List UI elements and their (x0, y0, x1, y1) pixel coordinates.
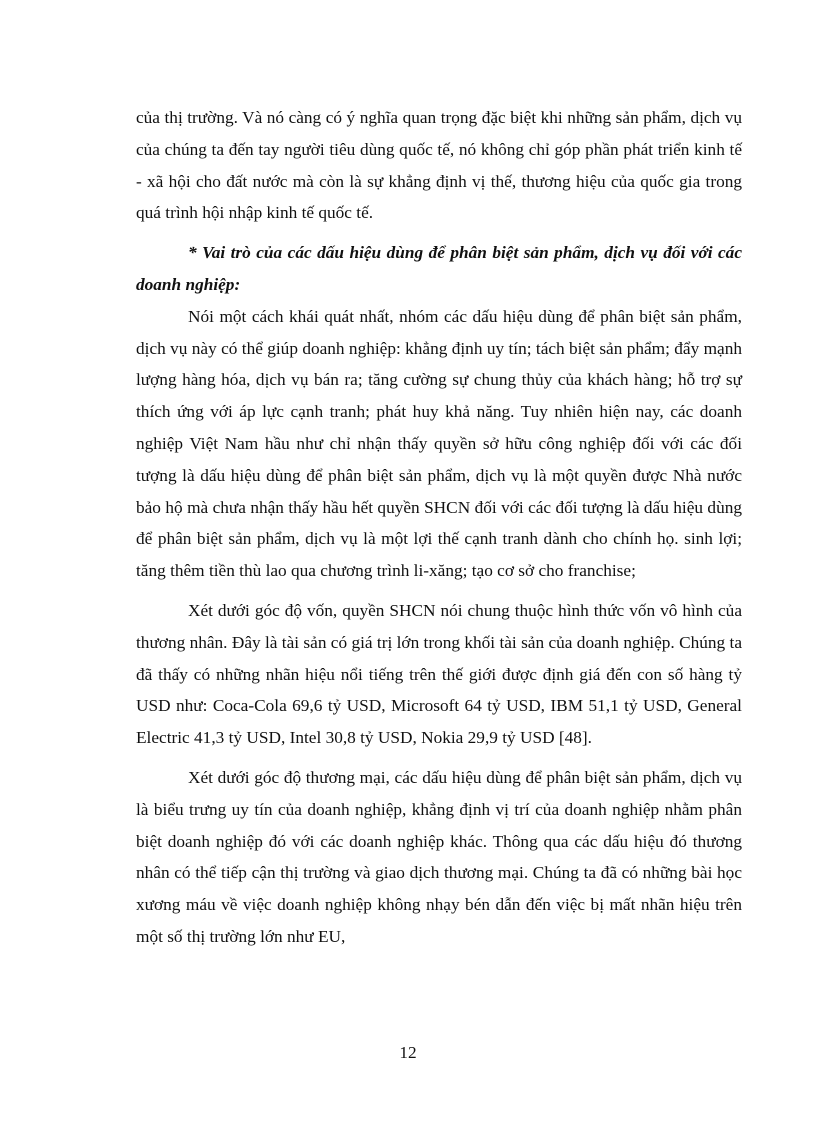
section-heading: * Vai trò của các dấu hiệu dùng để phân biệt sản phẩm, dịch vụ đối với các doanh nghiệp: (136, 243, 742, 294)
page-number: 12 (399, 1043, 417, 1062)
paragraph-overview: Nói một cách khái quát nhất, nhóm các dấu hiệu dùng để phân biệt sản phẩm, dịch vụ này có thể giúp doanh nghiệp: khẳng định uy tín; tách biệt sản phẩm; đẩy mạnh lượng hàng hóa, dịch vụ bán ra; tăng cường sự chung thủy của khách hàng; hỗ trợ sự thích ứng với áp lực cạnh tranh; phát huy khả năng. Tuy nhiên hiện nay, các doanh nghiệp Việt Nam hầu như chỉ nhận thấy quyền sở hữu công nghiệp đối với các đối tượng là dấu hiệu dùng để phân biệt sản phẩm, dịch vụ là một quyền được Nhà nước bảo hộ mà chưa nhận thấy hầu hết quyền SHCN đối với các đối tượng là dấu hiệu dùng để phân biệt sản phẩm, dịch vụ là một lợi thế cạnh tranh dành cho chính họ. sinh lợi; tăng thêm tiền thù lao qua chương trình li-xăng; tạo cơ sở cho franchise; (136, 306, 742, 581)
body-text (136, 102, 742, 953)
paragraph-capital: Xét dưới góc độ vốn, quyền SHCN nói chung thuộc hình thức vốn vô hình của thương nhân. Đây là tài sản có giá trị lớn trong khối tài sản của doanh nghiệp. Chúng ta đã thấy có những nhãn hiệu nổi tiếng trên thế giới được định giá đến con số hàng tỷ USD như: Coca-Cola 69,6 tỷ USD, Microsoft 64 tỷ USD, IBM 51,1 tỷ USD, General Electric 41,3 tỷ USD, Intel 30,8 tỷ USD, Nokia 29,9 tỷ USD [48]. (136, 600, 742, 748)
paragraph-continuation: của thị trường. Và nó càng có ý nghĩa quan trọng đặc biệt khi những sản phẩm, dịch vụ của chúng ta đến tay người tiêu dùng quốc tế, nó không chỉ góp phần phát triển kinh tế - xã hội cho đất nước mà còn là sự khẳng định vị thế, thương hiệu của quốc gia trong quá trình hội nhập kinh tế quốc tế. (136, 108, 742, 223)
paragraph-commerce: Xét dưới góc độ thương mại, các dấu hiệu dùng để phân biệt sản phẩm, dịch vụ là biểu trưng uy tín của doanh nghiệp, khẳng định vị trí của doanh nghiệp nhằm phân biệt doanh nghiệp đó với các doanh nghiệp khác. Thông qua các dấu hiệu đó thương nhân có thể tiếp cận thị trường và giao dịch thương mại. Chúng ta đã có những bài học xương máu về việc doanh nghiệp không nhạy bén dẫn đến việc bị mất nhãn hiệu trên một số thị trường lớn như EU, (136, 767, 742, 946)
